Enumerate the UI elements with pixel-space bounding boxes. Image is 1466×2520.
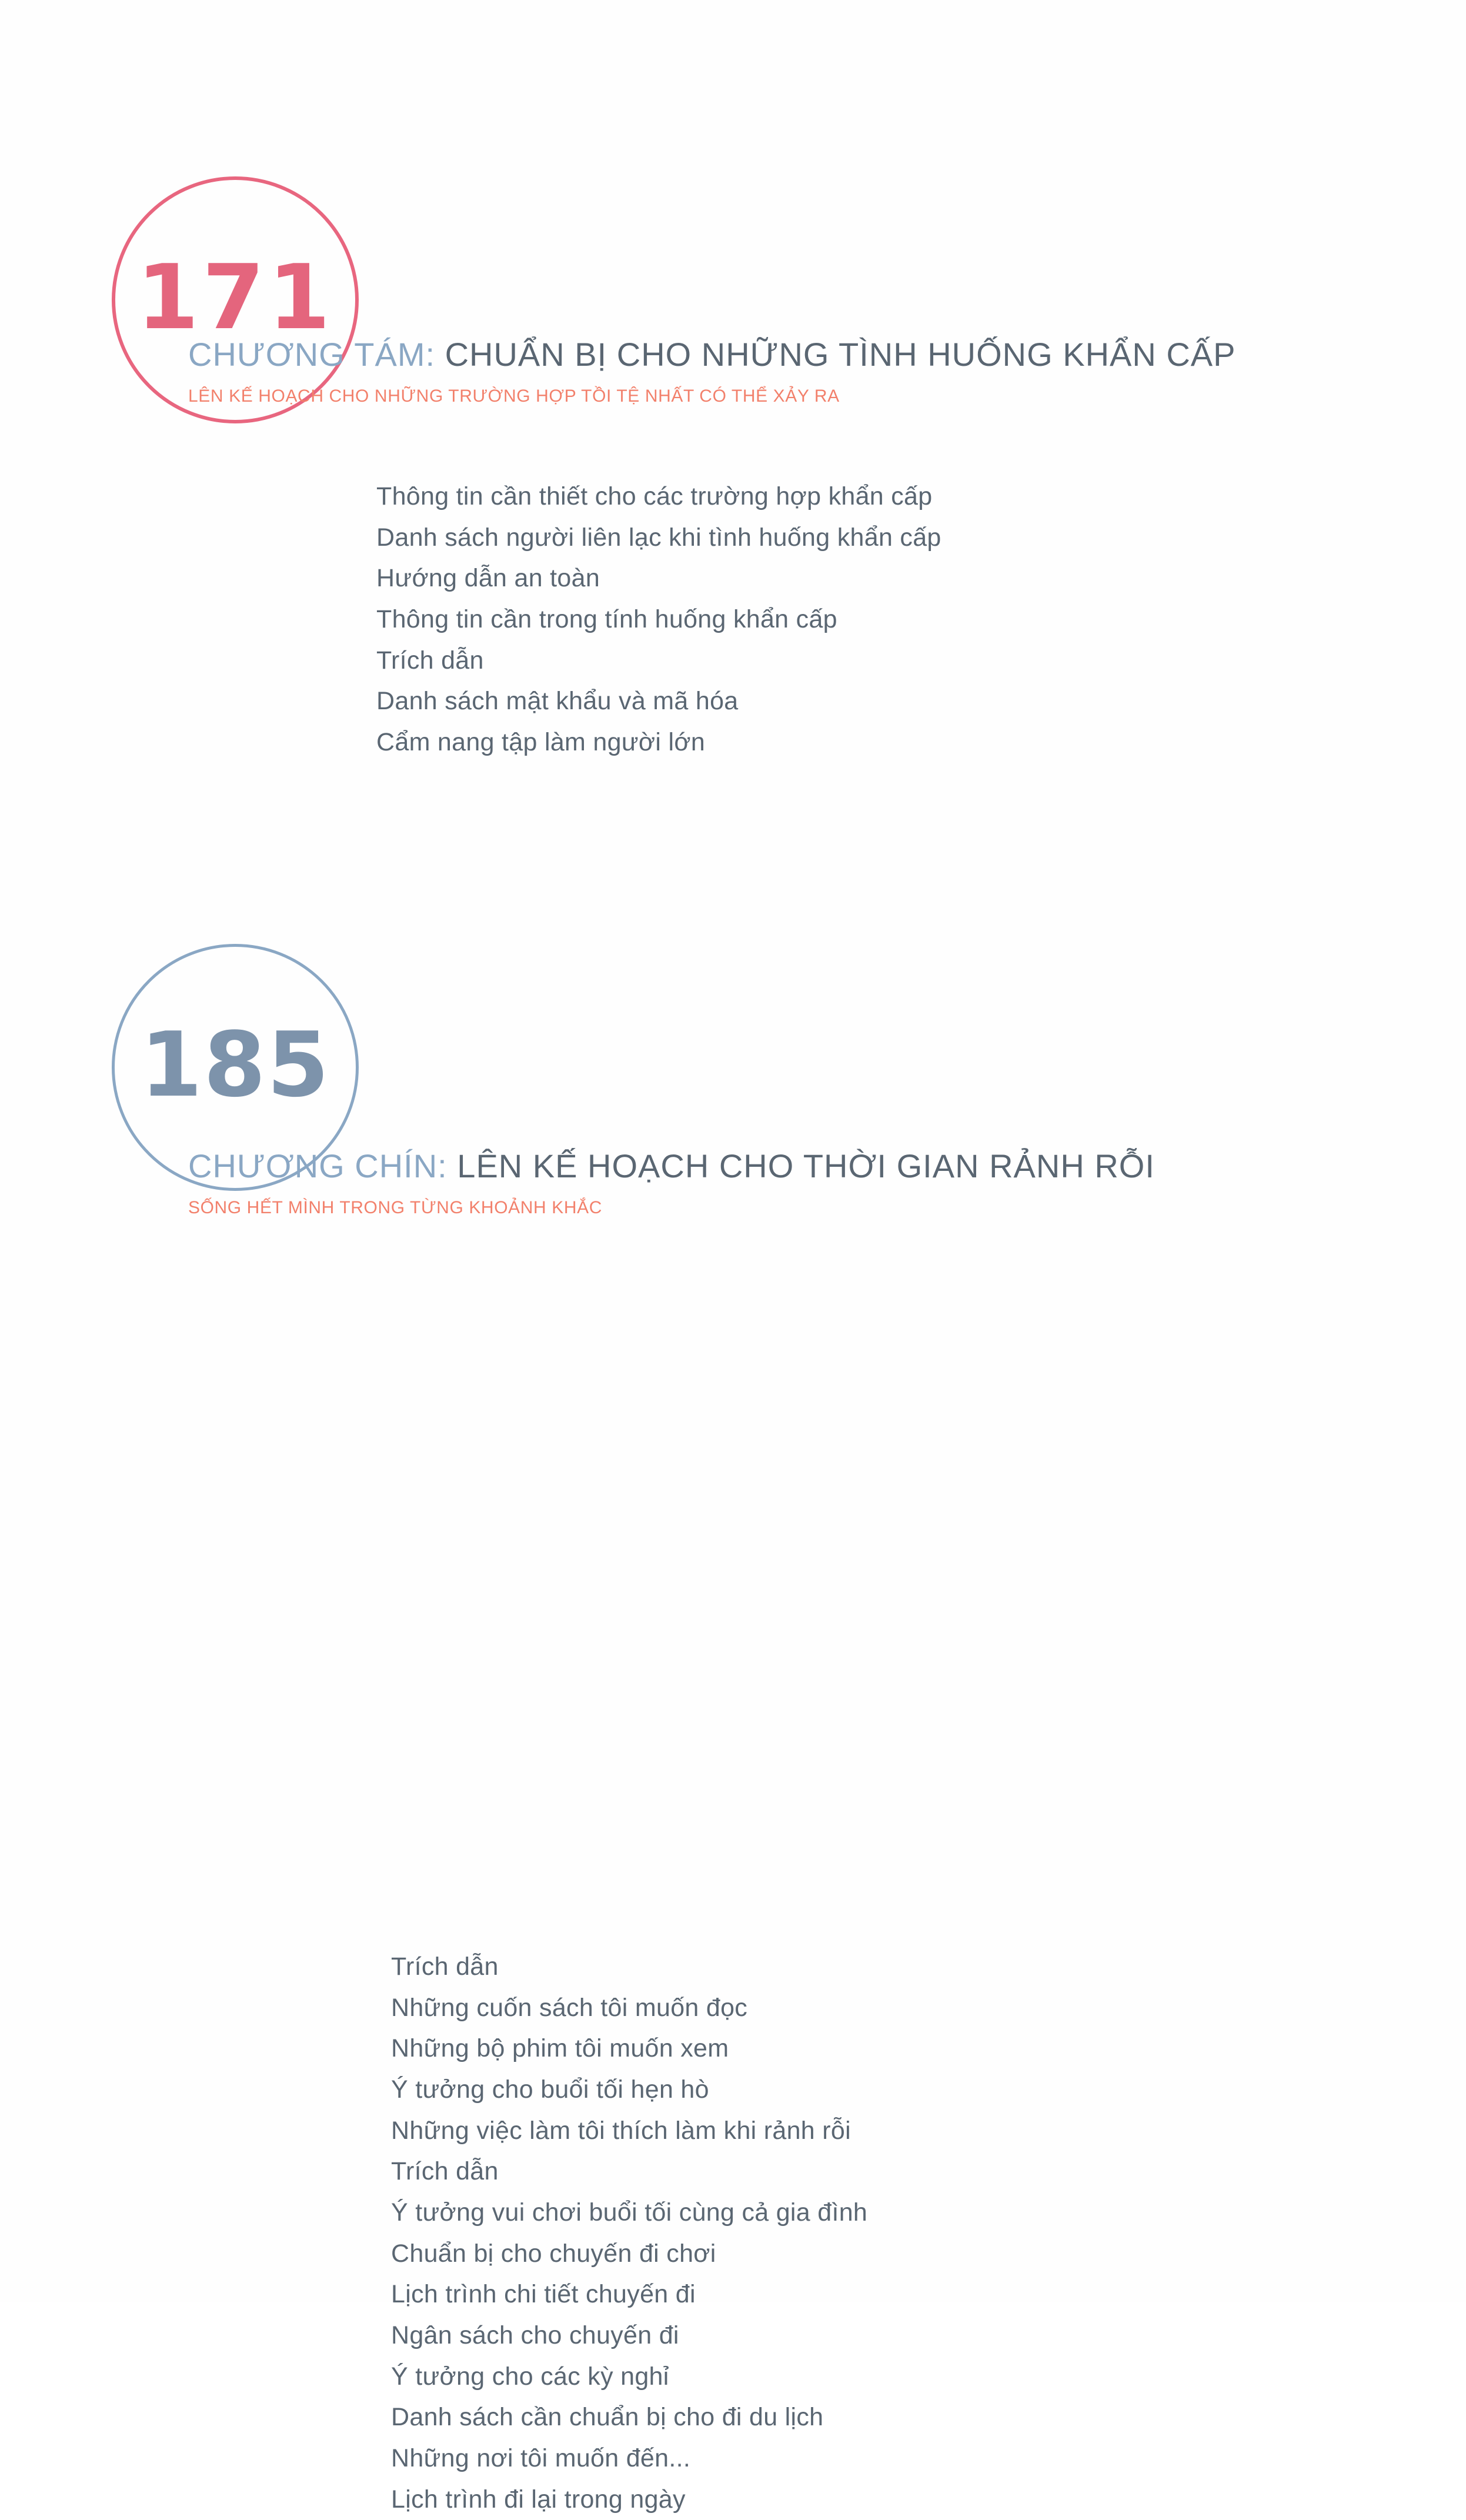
list-item[interactable]: Những nơi tôi muốn đến...: [391, 2444, 691, 2472]
list-item[interactable]: Lịch trình chi tiết chuyến đi: [391, 2280, 696, 2309]
chapter-kicker-nine: CHƯƠNG CHÍN:: [188, 1147, 448, 1184]
chapter-title-eight: [188, 335, 1236, 373]
toc-list-nine: [391, 1947, 867, 2520]
list-item[interactable]: Thông tin cần thiết cho các trường hợp khẩn cấp: [376, 482, 933, 510]
list-item[interactable]: Trích dẫn: [391, 2157, 499, 2186]
list-item[interactable]: Cẩm nang tập làm người lớn: [376, 727, 706, 756]
list-item[interactable]: Những bộ phim tôi muốn xem: [391, 2034, 729, 2063]
chapter-kicker-eight: CHƯƠNG TÁM:: [188, 336, 436, 373]
chapter-heading-group-eight: [188, 335, 1236, 406]
page-number-171: 171: [136, 245, 334, 349]
list-item[interactable]: Danh sách mật khẩu và mã hóa: [376, 687, 739, 716]
list-item[interactable]: Những cuốn sách tôi muốn đọc: [391, 1993, 748, 2022]
list-item[interactable]: Ý tưởng cho buổi tối hẹn hò: [391, 2075, 709, 2104]
chapter-heading-group-nine: [188, 1147, 1155, 1218]
list-item[interactable]: Hướng dẫn an toàn: [376, 564, 600, 593]
list-item[interactable]: Ý tưởng cho các kỳ nghỉ: [391, 2362, 669, 2391]
list-item[interactable]: Thông tin cần trong tính huống khẩn cấp: [376, 605, 837, 633]
chapter-title-nine: [188, 1147, 1155, 1185]
list-item[interactable]: Ý tưởng vui chơi buổi tối cùng cả gia đình: [391, 2198, 868, 2227]
toc-list-eight: [376, 476, 941, 763]
list-item[interactable]: Những việc làm tôi thích làm khi rảnh rỗi: [391, 2116, 851, 2145]
chapter-title-text-nine: LÊN KẾ HOẠCH CHO THỜI GIAN RẢNH RỖI: [447, 1147, 1155, 1184]
list-item[interactable]: Danh sách cần chuẩn bị cho đi du lịch: [391, 2403, 824, 2432]
list-item[interactable]: Chuẩn bị cho chuyến đi chơi: [391, 2239, 716, 2268]
chapter-subtitle-nine: SỐNG HẾT MÌNH TRONG TỪNG KHOẢNH KHẮC: [188, 1198, 602, 1217]
page-number-185: 185: [140, 1013, 330, 1117]
list-item[interactable]: Danh sách người liên lạc khi tình huống khẩn cấp: [376, 523, 941, 552]
list-item[interactable]: Trích dẫn: [391, 1952, 499, 1981]
list-item[interactable]: Trích dẫn: [376, 646, 484, 675]
chapter-subtitle-eight: LÊN KẾ HOẠCH CHO NHỮNG TRƯỜNG HỢP TỒI TỆ NHẤT CÓ THỂ XẢY RA: [188, 386, 840, 406]
list-item[interactable]: Lịch trình đi lại trong ngày: [391, 2485, 686, 2514]
chapter-title-text-eight: CHUẨN BỊ CHO NHỮNG TÌNH HUỐNG KHẨN CẤP: [435, 336, 1236, 373]
list-item[interactable]: Ngân sách cho chuyến đi: [391, 2321, 679, 2349]
